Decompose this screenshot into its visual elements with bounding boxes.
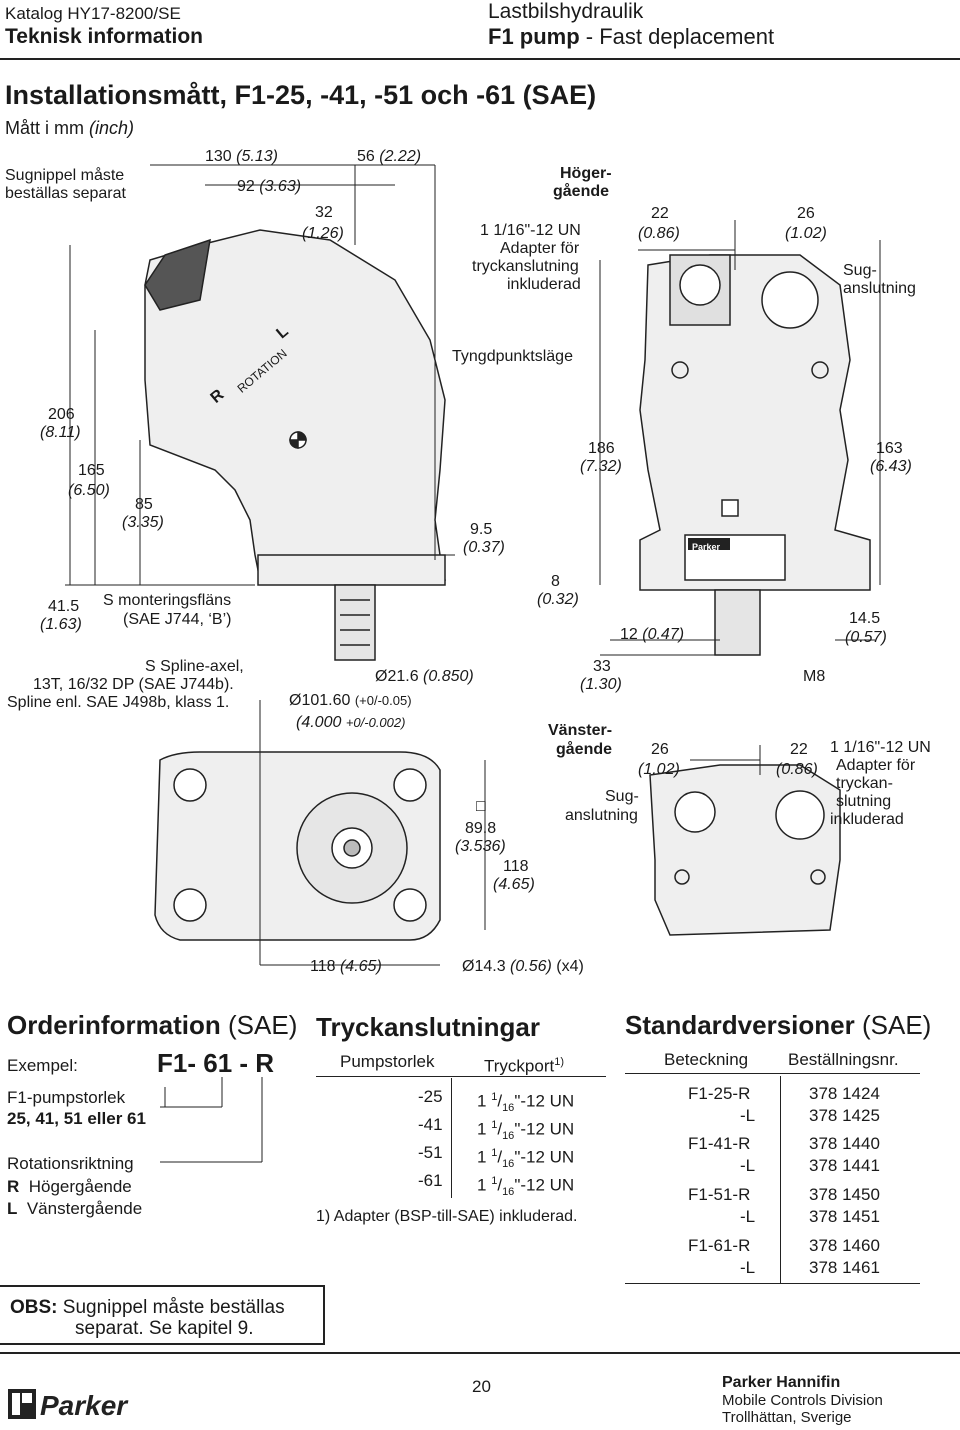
parker-logo	[8, 1385, 130, 1423]
order-example-label: Exempel:	[7, 1056, 78, 1075]
installation-drawing	[0, 140, 960, 990]
dim-14-5: 14.5	[849, 610, 881, 627]
footer-division: Mobile Controls Division	[722, 1392, 883, 1409]
dim-21-6: Ø21.6 (0.850)	[375, 668, 474, 685]
standard-col-divider	[780, 1076, 781, 1284]
standard-row-nr: 378 1460	[809, 1236, 880, 1255]
dim-165-inch: (6.50)	[68, 482, 110, 499]
parker-logo-text: Parker	[40, 1390, 128, 1421]
dim-26-bottom-inch: (1.02)	[638, 761, 680, 778]
dim-118-v: 118	[503, 858, 529, 875]
dim-9-5-inch: (0.37)	[463, 539, 505, 556]
adapter2-note-2: Adapter för	[836, 757, 916, 774]
rotation-r: R	[207, 386, 228, 407]
rotation-word: ROTATION	[234, 346, 290, 396]
standard-row-name: -L	[740, 1258, 756, 1277]
dim-163: 163	[876, 440, 903, 457]
standard-row-nr: 378 1461	[809, 1258, 880, 1277]
dim-56: 56 (2.22)	[357, 148, 422, 165]
parker-logo-icon	[8, 1385, 130, 1423]
dim-14-3: Ø14.3 (0.56) (x4)	[462, 958, 584, 975]
order-example-code: F1- 61 - R	[157, 1048, 275, 1078]
obs-note-box	[0, 1285, 325, 1345]
dim-8-inch: (0.32)	[537, 591, 579, 608]
page-number: 20	[472, 1377, 491, 1396]
standard-row-name: -L	[740, 1106, 756, 1125]
standard-bottom-rule	[625, 1283, 920, 1284]
order-rot-r: R Högergående	[7, 1177, 132, 1196]
dim-130: 130 (5.13)	[205, 148, 278, 165]
dim-206-inch: (8.11)	[40, 424, 81, 441]
order-size-label: F1-pumpstorlek	[7, 1088, 126, 1107]
pressure-title: Tryckanslutningar	[316, 1012, 540, 1042]
dim-33-inch: (1.30)	[580, 676, 622, 693]
dim-33: 33	[593, 658, 611, 675]
pressure-footnote: 1) Adapter (BSP-till-SAE) inkluderad.	[316, 1208, 578, 1225]
dim-22-bottom: 22	[790, 741, 808, 758]
dim-101: Ø101.60 (+0/-0.05)	[289, 692, 412, 709]
header-divider	[0, 58, 960, 60]
header-left	[5, 4, 203, 50]
footer-divider	[0, 1352, 960, 1354]
order-rot-label: Rotationsriktning	[7, 1154, 134, 1173]
tyngdpunkt-label: Tyngdpunktsläge	[452, 348, 573, 365]
order-size-values: 25, 41, 51 eller 61	[7, 1109, 146, 1128]
page-title: Installationsmått, F1-25, -41, -51 och -61 (SAE)	[5, 80, 597, 110]
adapter2-note-5: inkluderad	[830, 811, 904, 828]
pressure-row-size: -25	[418, 1087, 443, 1106]
sug-label-2: anslutning	[843, 280, 916, 297]
note-sugnippel-1: Sugnippel måste	[5, 167, 125, 184]
dim-9-5: 9.5	[470, 521, 493, 538]
adapter-note-3: tryckanslutning	[472, 258, 579, 275]
standard-row-name: -L	[740, 1207, 756, 1226]
sug-label-1: Sug-	[843, 262, 877, 279]
pressure-row-size: -61	[418, 1171, 443, 1190]
hoger-label-1: Höger-	[560, 165, 612, 182]
standard-row-name: F1-41-R	[688, 1134, 751, 1153]
adapter2-note-4: slutning	[836, 793, 892, 810]
note-sugnippel-2: beställas separat	[5, 185, 126, 202]
adapter2-note-3: tryckan-	[836, 775, 893, 792]
standard-row-nr: 378 1440	[809, 1134, 880, 1153]
dim-26-bottom: 26	[651, 741, 669, 758]
spline-note-2: 13T, 16/32 DP (SAE J744b).	[33, 676, 234, 693]
adapter-note-4: inkluderad	[507, 276, 581, 293]
standard-row-nr: 378 1424	[809, 1084, 880, 1103]
dim-26-top: 26	[797, 205, 815, 222]
standard-title: Standardversioner (SAE)	[625, 1010, 932, 1040]
vanster-label-1: Vänster-	[548, 722, 613, 739]
dim-8: 8	[551, 573, 560, 590]
standard-row-name: F1-25-R	[688, 1084, 751, 1103]
pressure-col-port: Tryckport$^{1)}$	[484, 1056, 564, 1076]
units-paren: (inch)	[89, 118, 135, 138]
dim-26-top-inch: (1.02)	[785, 225, 827, 242]
thread-m8: M8	[803, 668, 826, 685]
dim-41-5-inch: (1.63)	[40, 616, 82, 633]
standard-row-nr: 378 1441	[809, 1156, 880, 1175]
standard-col-name: Beteckning	[664, 1050, 749, 1069]
header-right	[488, 0, 774, 51]
pressure-row-port: 1 $^1/_{16}"-12$ UN	[477, 1119, 575, 1143]
dim-32: 32	[315, 204, 333, 221]
dim-118-h: 118 (4.65)	[310, 958, 382, 975]
standard-row-nr: 378 1425	[809, 1106, 880, 1125]
dim-22-bottom-inch: (0.86)	[776, 761, 818, 778]
mount-note-1: S monteringsfläns	[103, 592, 232, 609]
dim-163-inch: (6.43)	[870, 458, 912, 475]
product-name	[488, 23, 774, 51]
standard-row-name: F1-51-R	[688, 1185, 751, 1204]
footer-company: Parker Hannifin	[722, 1374, 841, 1391]
product-area: Lastbilshydraulik	[488, 0, 644, 23]
pressure-row-size: -51	[418, 1143, 443, 1162]
pressure-row-port: 1 $^1/_{16}"-12$ UN	[477, 1147, 575, 1171]
standard-row-name: -L	[740, 1156, 756, 1175]
pressure-col-divider	[451, 1078, 452, 1198]
standard-row-nr: 378 1451	[809, 1207, 880, 1226]
units-note	[5, 118, 134, 139]
dim-92: 92 (3.63)	[237, 178, 302, 195]
dim-85-inch: (3.35)	[122, 514, 164, 531]
obs-line-2: separat. Se kapitel 9.	[75, 1318, 254, 1339]
dim-118-v-inch: (4.65)	[493, 876, 535, 893]
dim-22-top-inch: (0.86)	[638, 225, 680, 242]
dim-41-5: 41.5	[48, 598, 80, 615]
standard-row-nr: 378 1450	[809, 1185, 880, 1204]
spline-note-1: S Spline-axel,	[145, 658, 244, 675]
pressure-row-port: 1 $^1/_{16}"-12$ UN	[477, 1091, 575, 1115]
order-rot-l: L Vänstergående	[7, 1199, 143, 1218]
dim-165: 165	[78, 462, 105, 479]
standard-header-rule	[625, 1073, 920, 1074]
parker-plate-text: Parker	[692, 542, 721, 552]
adapter2-note-1: 1 1/16"-12 UN	[830, 739, 931, 756]
pressure-header-rule	[316, 1076, 606, 1077]
product-name-bold: F1 pump	[488, 24, 580, 49]
spline-note-3: Spline enl. SAE J498b, klass 1.	[7, 694, 230, 711]
dim-12: 12 (0.47)	[620, 626, 685, 643]
dim-186-inch: (7.32)	[580, 458, 622, 475]
standard-row-name: F1-61-R	[688, 1236, 751, 1255]
dim-186: 186	[588, 440, 615, 457]
dim-85: 85	[135, 496, 153, 513]
dim-89-8-inch: (3.536)	[455, 838, 506, 855]
dim-14-5-inch: (0.57)	[845, 629, 887, 646]
dim-4000: (4.000 +0/-0.002)	[296, 714, 406, 731]
product-name-rest: - Fast deplacement	[579, 24, 775, 49]
sug2-label-2: anslutning	[565, 807, 638, 824]
square-symbol: □	[476, 798, 486, 815]
pressure-row-size: -41	[418, 1115, 443, 1134]
pump-top-view	[640, 255, 870, 655]
obs-line-1: OBS: Sugnippel måste beställas	[10, 1297, 285, 1318]
footer-location: Trollhättan, Sverige	[722, 1409, 852, 1426]
adapter-note-1: 1 1/16"-12 UN	[480, 222, 581, 239]
dim-32-inch: (1.26)	[302, 225, 344, 242]
dim-206: 206	[48, 406, 75, 423]
standard-col-nr: Beställningsnr.	[788, 1050, 899, 1069]
catalog-number: Katalog HY17-8200/SE	[5, 4, 181, 23]
order-info-title: Orderinformation (SAE)	[7, 1010, 298, 1040]
dim-22-top: 22	[651, 205, 669, 222]
pressure-row-port: 1 $^1/_{16}"-12$ UN	[477, 1175, 575, 1199]
order-code-lines	[160, 1077, 360, 1167]
pressure-col-size: Pumpstorlek	[340, 1052, 435, 1071]
mount-note-2: (SAE J744, ‘B’)	[123, 611, 232, 628]
rotation-l: L	[273, 322, 292, 343]
hoger-label-2: gående	[553, 183, 610, 200]
dim-89-8: 89.8	[465, 820, 497, 837]
vanster-label-2: gående	[556, 741, 613, 758]
units-label: Mått i mm	[5, 118, 84, 138]
pump-flange-view	[155, 752, 440, 940]
sug2-label-1: Sug-	[605, 788, 639, 805]
section-name: Teknisk information	[5, 25, 203, 48]
pump-bottom-right-view	[650, 765, 840, 935]
adapter-note-2: Adapter för	[500, 240, 580, 257]
